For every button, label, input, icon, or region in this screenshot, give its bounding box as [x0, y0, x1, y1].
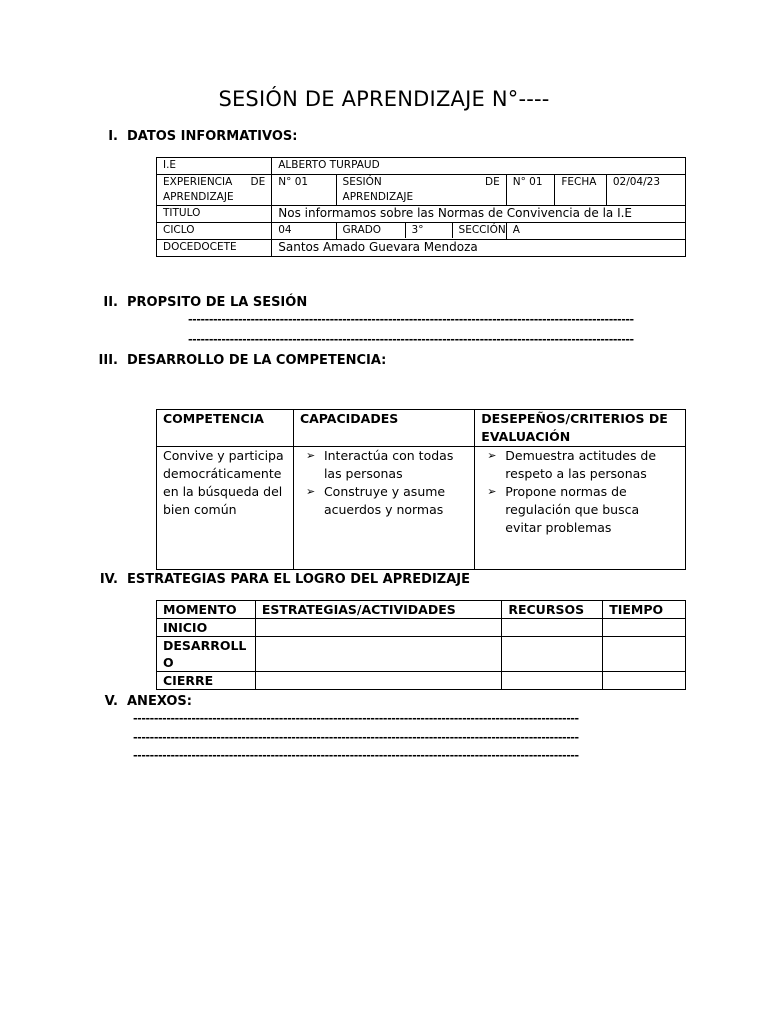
experiencia-label-b: DE — [250, 176, 266, 188]
grado-value: 3° — [406, 223, 453, 238]
arrow-bullet-icon: ➢ — [305, 485, 316, 498]
arrow-bullet-icon: ➢ — [305, 449, 316, 462]
experiencia-label — [157, 175, 272, 206]
arrow-bullet-icon: ➢ — [487, 485, 497, 498]
list-item-text: Construye y asume acuerdos y normas — [323, 484, 446, 517]
table-header-row — [157, 410, 686, 447]
momento-cierre: CIERRE — [157, 672, 256, 690]
empty-cell — [255, 672, 502, 690]
empty-cell — [603, 672, 686, 690]
grado-cell — [336, 223, 506, 240]
list-item-text: Propone normas de regulación que busca evitar problemas — [505, 484, 640, 535]
header-desempenos: DESEPEÑOS/CRITERIOS DE EVALUACIÓN — [475, 410, 686, 447]
section-number: III. — [98, 353, 118, 368]
list-item — [300, 447, 468, 483]
table-row — [157, 637, 686, 672]
section-label: ESTRATEGIAS PARA EL LOGRO DEL APREDIZAJE — [127, 572, 470, 587]
dash-line: ----------------------------------------------------------------------------------------------------------- — [188, 313, 634, 326]
dash-line: ----------------------------------------------------------------------------------------------------------- — [133, 731, 579, 744]
arrow-bullet-icon: ➢ — [487, 449, 497, 462]
section-number: V. — [104, 694, 118, 709]
table-row — [157, 175, 686, 206]
competencia-text: Convive y participa democráticamente en la búsqueda del bien común — [157, 447, 294, 570]
dash-line: ----------------------------------------------------------------------------------------------------------- — [133, 749, 579, 762]
empty-cell — [502, 637, 603, 672]
section-label: PROPSITO DE LA SESIÓN — [127, 295, 308, 310]
dash-line: ----------------------------------------------------------------------------------------------------------- — [133, 712, 579, 725]
list-item-text: Demuestra actitudes de respeto a las personas — [505, 448, 657, 481]
list-item — [300, 483, 468, 519]
experiencia-label-c: APRENDIZAJE — [163, 191, 234, 203]
table-row — [157, 223, 686, 240]
list-item-text: Interactúa con todas las personas — [323, 448, 454, 481]
capacidades-cell — [293, 447, 474, 570]
seccion-value: A — [506, 223, 685, 240]
empty-cell — [502, 619, 603, 637]
section-label: DESARROLLO DE LA COMPETENCIA: — [127, 353, 387, 368]
fecha-value: 02/04/23 — [606, 175, 685, 206]
ie-value: ALBERTO TURPAUD — [272, 158, 686, 175]
dash-line: ----------------------------------------------------------------------------------------------------------- — [188, 333, 634, 346]
sesion-label-b: DE — [484, 176, 500, 188]
desempenos-cell — [475, 447, 686, 570]
section-number: II. — [103, 295, 118, 310]
docente-value: Santos Amado Guevara Mendoza — [272, 240, 686, 257]
table-row — [157, 240, 686, 257]
section-number: I. — [108, 129, 118, 144]
fecha-label: FECHA — [555, 175, 606, 206]
experiencia-number: N° 01 — [272, 175, 336, 206]
titulo-value: Nos informamos sobre las Normas de Convivencia de la I.E — [272, 206, 686, 223]
list-item — [481, 483, 679, 537]
table-row — [157, 672, 686, 690]
ciclo-value: 04 — [272, 223, 336, 240]
table-row — [157, 206, 686, 223]
titulo-label: TITULO — [157, 206, 272, 223]
empty-cell — [603, 637, 686, 672]
ie-label: I.E — [157, 158, 272, 175]
table-row — [157, 158, 686, 175]
ciclo-label: CICLO — [157, 223, 272, 240]
section-number: IV. — [99, 572, 118, 587]
sesion-label-a: SESIÓN — [342, 176, 382, 188]
seccion-label: SECCIÓN — [458, 224, 506, 236]
header-tiempo: TIEMPO — [603, 601, 686, 619]
table-row — [157, 619, 686, 637]
desempenos-list — [481, 447, 679, 537]
experiencia-label-a: EXPERIENCIA — [163, 176, 233, 188]
table-header-row — [157, 601, 686, 619]
empty-cell — [603, 619, 686, 637]
sesion-label — [336, 175, 506, 206]
header-recursos: RECURSOS — [502, 601, 603, 619]
momento-desarrollo: DESARROLL O — [157, 637, 256, 672]
empty-cell — [502, 672, 603, 690]
table-row — [157, 447, 686, 570]
sesion-label-c: APRENDIZAJE — [342, 191, 414, 203]
empty-cell — [255, 637, 502, 672]
section-label: DATOS INFORMATIVOS: — [127, 129, 298, 144]
empty-cell — [255, 619, 502, 637]
header-estrategias: ESTRATEGIAS/ACTIVIDADES — [255, 601, 502, 619]
header-competencia: COMPETENCIA — [157, 410, 294, 447]
page-title: SESIÓN DE APRENDIZAJE N°---- — [218, 87, 550, 111]
header-momento: MOMENTO — [157, 601, 256, 619]
docente-label: DOCEDOCETE — [157, 240, 272, 257]
competencia-table — [156, 409, 686, 570]
capacidades-list — [300, 447, 468, 519]
datos-table — [156, 157, 686, 257]
header-capacidades: CAPACIDADES — [293, 410, 474, 447]
momento-inicio: INICIO — [157, 619, 256, 637]
list-item — [481, 447, 679, 483]
sesion-number: N° 01 — [506, 175, 555, 206]
grado-label: GRADO — [337, 223, 406, 238]
estrategias-table — [156, 600, 686, 690]
section-label: ANEXOS: — [127, 694, 192, 709]
